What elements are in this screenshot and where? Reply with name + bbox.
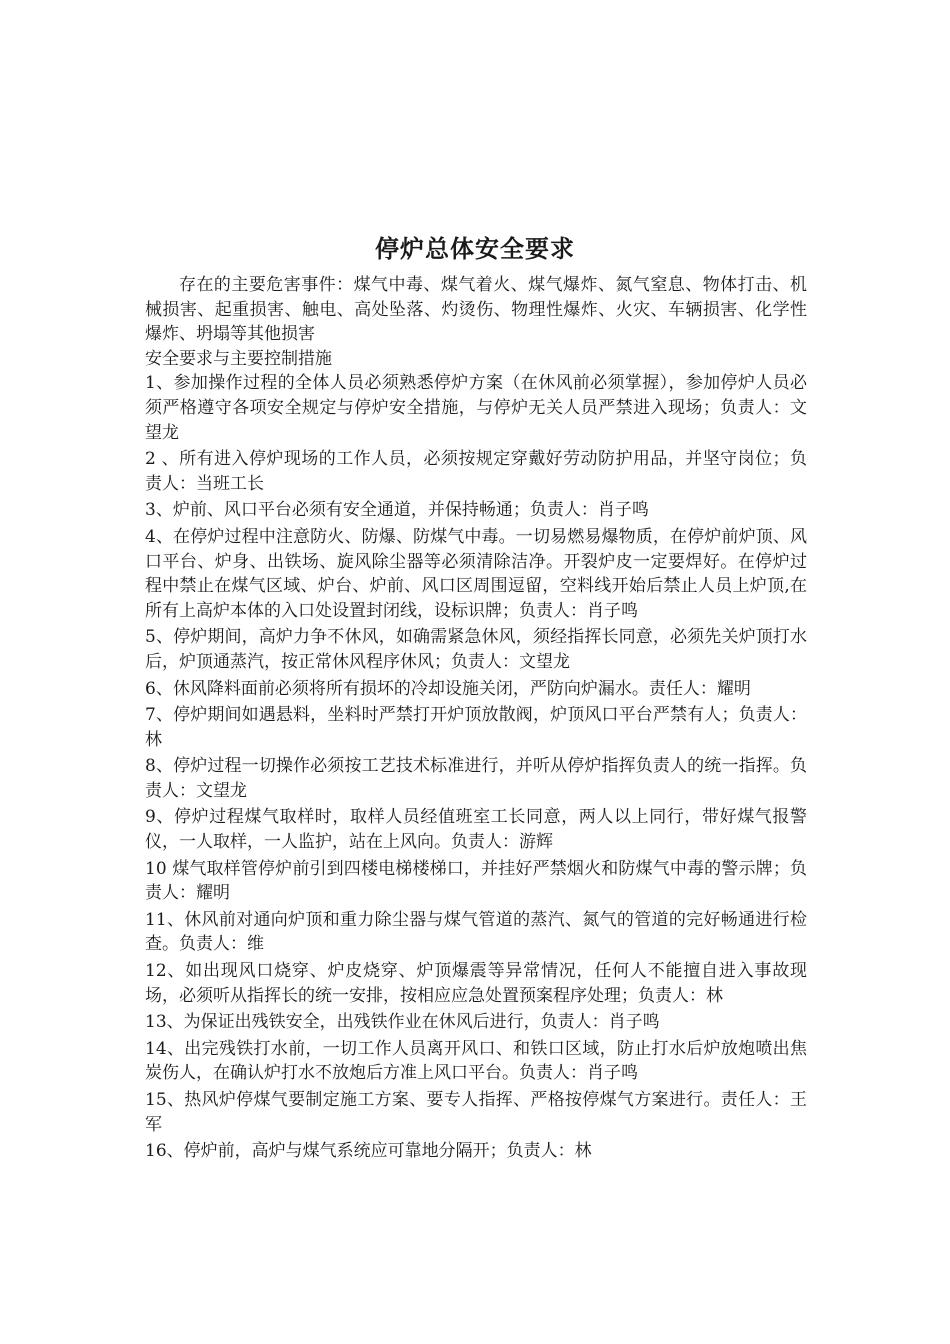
list-item: 5、停炉期间，高炉力争不休风，如确需紧急休风，须经指挥长同意，必须先关炉顶打水后，炉顶通蒸汽，按正常休风程序休风；负责人：文望龙: [145, 627, 807, 672]
list-item: 10 煤气取样管停炉前引到四楼电梯楼梯口，并挂好严禁烟火和防煤气中毒的警示牌；负责人：耀明: [145, 858, 807, 904]
list-item: 12、如出现风口烧穿、炉皮烧穿、炉顶爆震等异常情况，任何人不能擅自进入事故现场，必须听从指挥长的统一安排，按相应应急处置预案程序处理；负责人：林: [145, 961, 807, 1006]
list-item: 13、为保证出残铁安全，出残铁作业在休风后进行，负责人：肖子鸣: [145, 1012, 660, 1033]
list-item: 2 、所有进入停炉现场的工作人员，必须按规定穿戴好劳动防护用品，并坚守岗位；负责人：当班工长: [145, 449, 807, 494]
list-item: 14、出完残铁打水前，一切工作人员离开风口、和铁口区域，防止打水后炉放炮喷出焦炭伤人，在确认炉打水不放炮后方准上风口平台。负责人：肖子鸣: [145, 1038, 807, 1084]
list-item: 4、在停炉过程中注意防火、防爆、防煤气中毒。一切易燃易爆物质，在停炉前炉顶、风口平台、炉身、出铁场、旋风除尘器等必须清除洁净。开裂炉皮一定要焊好。在停炉过程中禁止在煤气区域、炉台、炉前、风口区周围逗留，空料线开始后禁止人员上炉顶,在所有上高炉本体的入口处设置封闭线，设标识牌；负责人：肖子鸣: [145, 526, 807, 621]
document-title: 停炉总体安全要求: [375, 235, 575, 263]
section-heading: 安全要求与主要控制措施: [145, 348, 332, 369]
list-item: 11、休风前对通向炉顶和重力除尘器与煤气管道的蒸汽、氮气的管道的完好畅通进行检查。负责人：维: [145, 909, 807, 955]
list-item: 8、停炉过程一切操作必须按工艺技术标准进行，并听从停炉指挥负责人的统一指挥。负责人：文望龙: [145, 756, 807, 801]
list-item: 1、参加操作过程的全体人员必须熟悉停炉方案（在休风前必须掌握），参加停炉人员必须严格遵守各项安全规定与停炉安全措施，与停炉无关人员严禁进入现场；负责人：文望龙: [145, 373, 807, 443]
list-item: 16、停炉前，高炉与煤气系统应可靠地分隔开；负责人：林: [145, 1141, 592, 1162]
hazards-paragraph: 存在的主要危害事件：煤气中毒、煤气着火、煤气爆炸、氮气窒息、物体打击、机械损害、起重损害、触电、高处坠落、灼烫伤、物理性爆炸、火灾、车辆损害、化学性爆炸、坍塌等其他损害: [145, 275, 807, 345]
list-item: 9、停炉过程煤气取样时，取样人员经值班室工长同意，两人以上同行，带好煤气报警仪，一人取样，一人监护，站在上风向。负责人：游辉: [145, 807, 807, 853]
list-item: 15、热风炉停煤气要制定施工方案、要专人指挥、严格按停煤气方案进行。责任人：王军: [145, 1090, 807, 1135]
list-item: 7、停炉期间如遇悬料，坐料时严禁打开炉顶放散阀，炉顶风口平台严禁有人；负责人：林: [145, 705, 807, 750]
list-item: 3、炉前、风口平台必须有安全通道，并保持畅通；负责人：肖子鸣: [145, 500, 649, 521]
document-body: [145, 273, 807, 1164]
list-item: 6、休风降料面前必须将所有损坏的冷却设施关闭，严防向炉漏水。责任人：耀明: [145, 678, 751, 699]
